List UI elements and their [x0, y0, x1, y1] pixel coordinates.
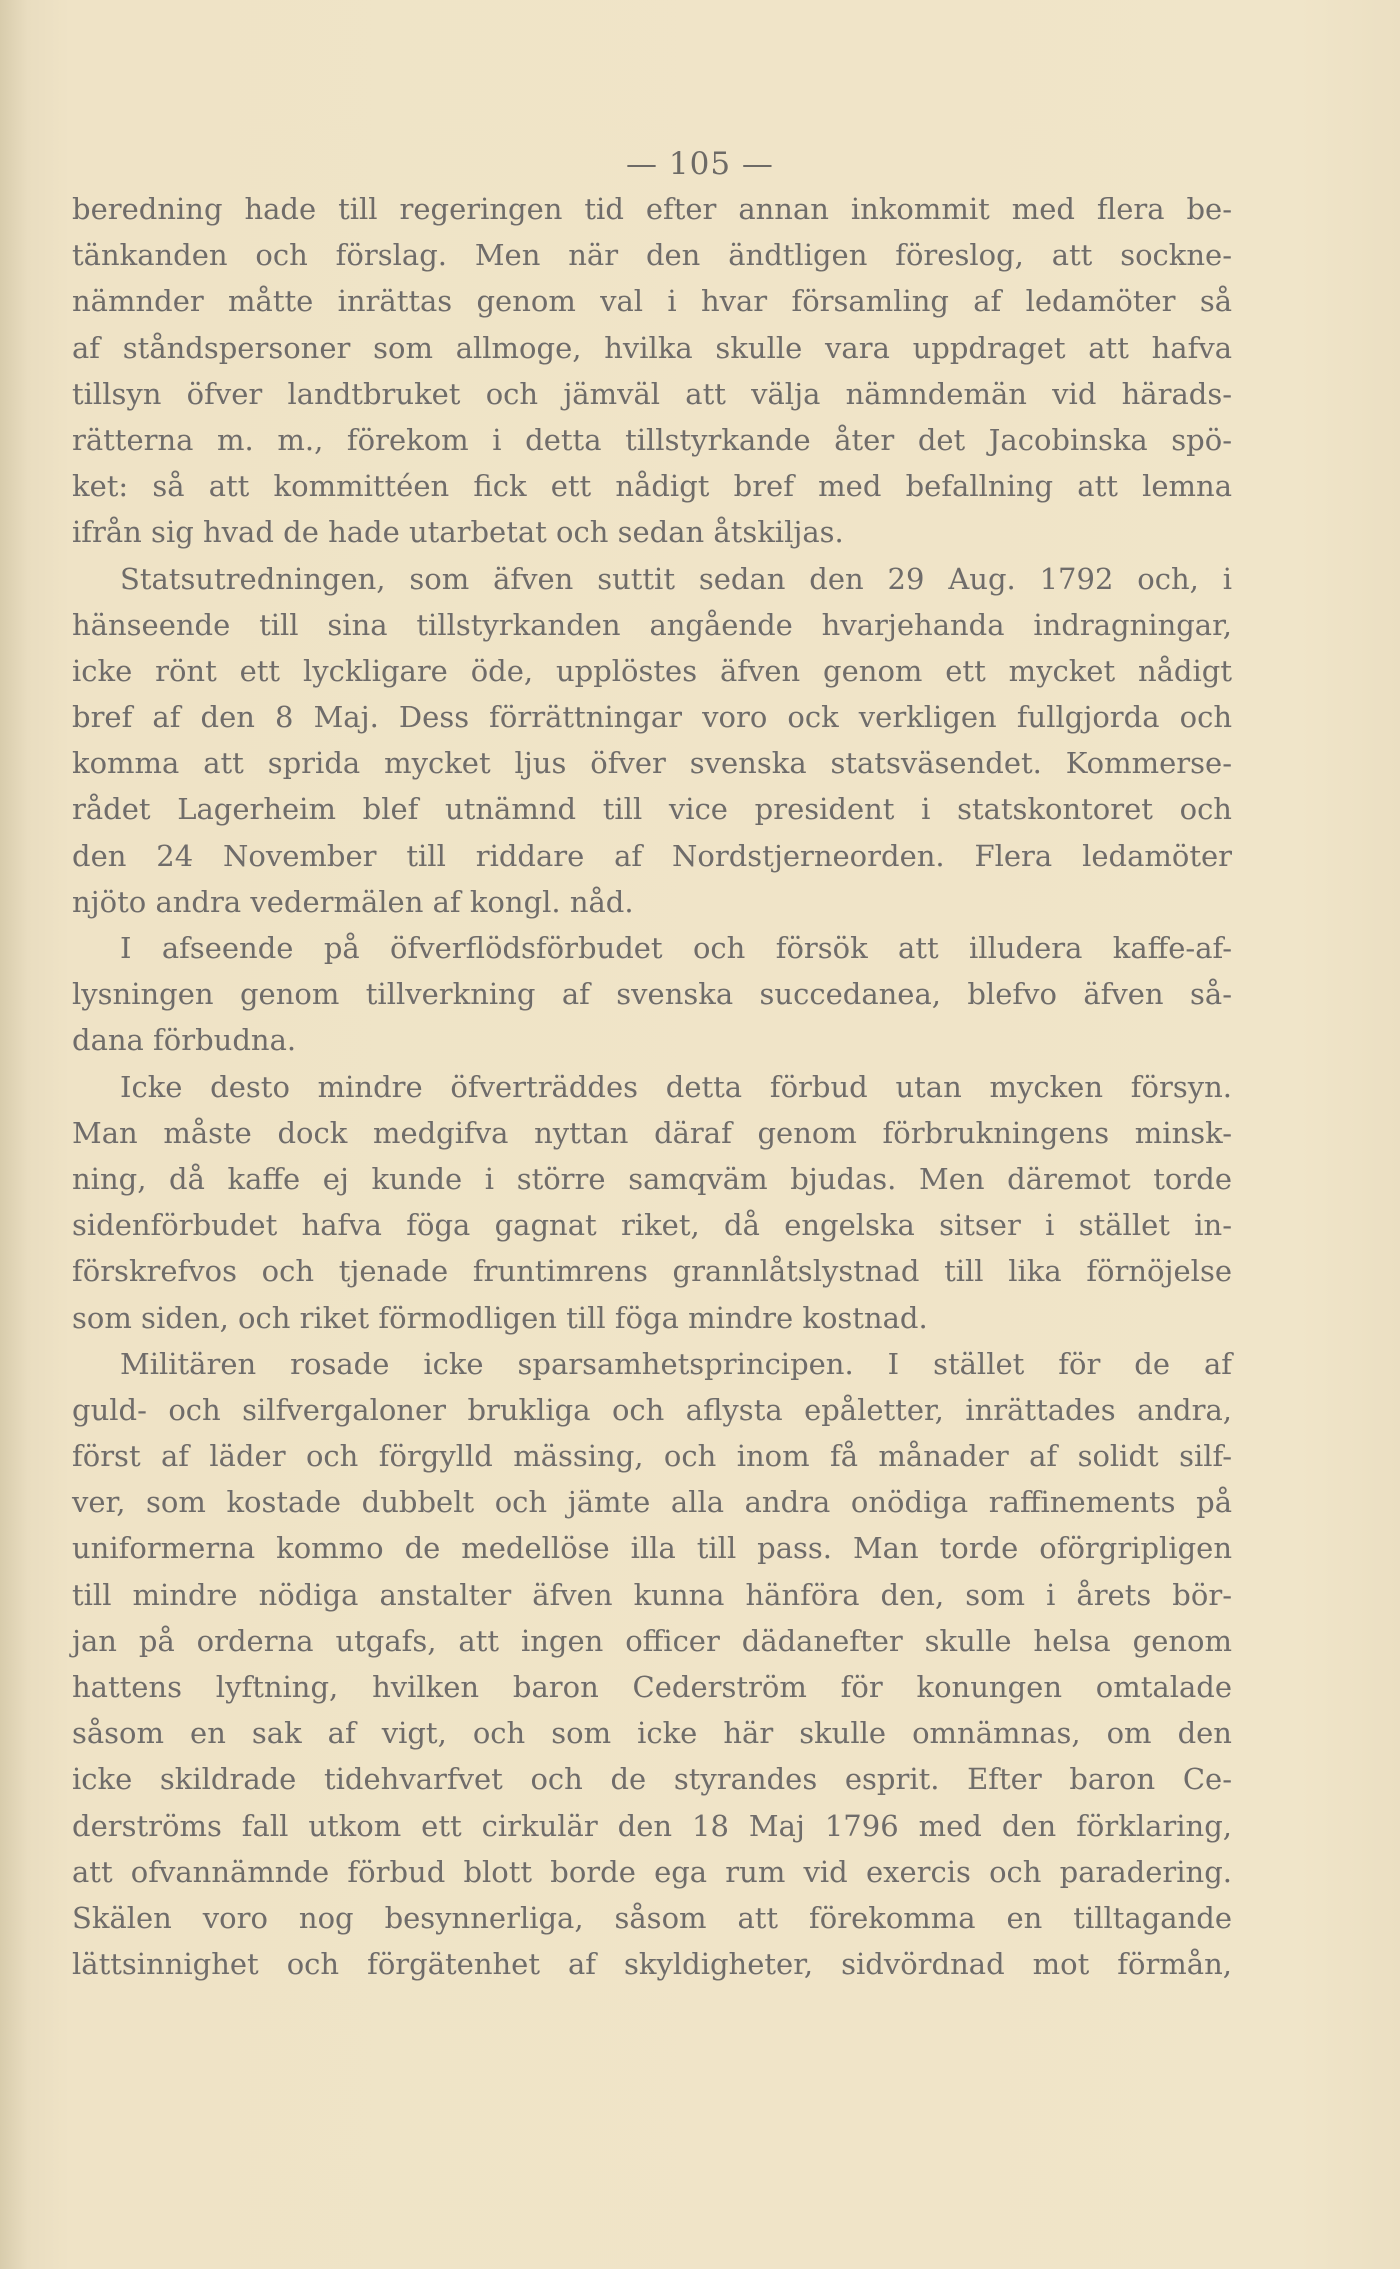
- text-line: af ståndspersoner som allmoge, hvilka skulle vara uppdraget att hafva: [72, 330, 1232, 365]
- text-line: Man måste dock medgifva nyttan däraf genom förbrukningens minsk-: [72, 1115, 1232, 1150]
- text-line: icke rönt ett lyckligare öde, upplöstes äfven genom ett mycket nådigt: [72, 653, 1232, 688]
- text-line: bref af den 8 Maj. Dess förrättningar voro ock verkligen fullgjorda och: [72, 700, 1232, 735]
- paragraph-start-line: Icke desto mindre öfverträddes detta förbud utan mycken försyn.: [120, 1069, 1232, 1104]
- text-line: nämnder måtte inrättas genom val i hvar församling af ledamöter så: [72, 284, 1232, 319]
- text-line: icke skildrade tidehvarfvet och de styrandes esprit. Efter baron Ce-: [72, 1762, 1232, 1797]
- text-line: ket: så att kommittéen fick ett nådigt bref med befallning att lemna: [72, 469, 1232, 504]
- text-line: lättsinnighet och förgätenhet af skyldigheter, sidvördnad mot förmån,: [72, 1947, 1232, 1982]
- paragraph-start-line: I afseende på öfverflödsförbudet och försök att illudera kaffe-af-: [120, 931, 1232, 965]
- text-line: tillsyn öfver landtbruket och jämväl att välja nämndemän vid härads-: [72, 376, 1232, 411]
- text-line: tänkanden och förslag. Men när den ändtligen föreslog, att sockne-: [72, 238, 1232, 273]
- text-line: förskrefvos och tjenade fruntimrens grannlåtslystnad till lika förnöjelse: [72, 1254, 1232, 1289]
- text-line: ning, då kaffe ej kunde i större samqväm bjudas. Men däremot torde: [72, 1161, 1232, 1196]
- text-line: jan på orderna utgafs, att ingen officer dädanefter skulle helsa genom: [72, 1623, 1232, 1658]
- text-line: som siden, och riket förmodligen till föga mindre kostnad.: [72, 1300, 928, 1335]
- text-line: hänseende till sina tillstyrkanden angående hvarjehanda indragningar,: [72, 607, 1232, 642]
- text-line: njöto andra vedermälen af kongl. nåd.: [72, 884, 634, 919]
- text-line: uniformerna kommo de medellöse illa till pass. Man torde oförgripligen: [72, 1531, 1232, 1566]
- body-text: [72, 186, 1232, 1987]
- page-number: — 105 —: [626, 146, 774, 182]
- text-line: guld- och silfvergaloner brukliga och aflysta epåletter, inrättades andra,: [72, 1392, 1232, 1427]
- text-line: till mindre nödiga anstalter äfven kunna hänföra den, som i årets bör-: [72, 1577, 1232, 1612]
- text-line: lysningen genom tillverkning af svenska succedanea, blefvo äfven så-: [72, 977, 1232, 1012]
- paragraph-start-line: Statsutredningen, som äfven suttit sedan den 29 Aug. 1792 och, i: [120, 561, 1232, 596]
- text-line: rätterna m. m., förekom i detta tillstyrkande åter det Jacobinska spö-: [72, 422, 1232, 457]
- text-line: hattens lyftning, hvilken baron Cederström för konungen omtalade: [72, 1670, 1232, 1704]
- text-line: rådet Lagerheim blef utnämnd till vice president i statskontoret och: [72, 792, 1232, 827]
- text-line: ifrån sig hvad de hade utarbetat och sedan åtskiljas.: [72, 515, 844, 550]
- text-line: komma att sprida mycket ljus öfver svenska statsväsendet. Kommerse-: [72, 746, 1232, 781]
- text-line: Skälen voro nog besynnerliga, såsom att förekomma en tilltagande: [72, 1900, 1232, 1935]
- text-line: derströms fall utkom ett cirkulär den 18 Maj 1796 med den förklaring,: [72, 1808, 1232, 1843]
- text-line: att ofvannämnde förbud blott borde ega rum vid exercis och paradering.: [72, 1854, 1232, 1889]
- text-line: ver, som kostade dubbelt och jämte alla andra onödiga raffinements på: [72, 1485, 1232, 1520]
- text-line: dana förbudna.: [72, 1023, 297, 1058]
- text-line: sidenförbudet hafva föga gagnat riket, då engelska sitser i stället in-: [72, 1208, 1232, 1243]
- paragraph-start-line: Militären rosade icke sparsamhetsprincipen. I stället för de af: [120, 1346, 1232, 1381]
- text-line: beredning hade till regeringen tid efter annan inkommit med flera be-: [72, 192, 1232, 226]
- text-line: den 24 November till riddare af Nordstjerneorden. Flera ledamöter: [72, 838, 1232, 873]
- text-line: först af läder och förgylld mässing, och inom få månader af solidt silf-: [72, 1439, 1232, 1474]
- text-line: såsom en sak af vigt, och som icke här skulle omnämnas, om den: [72, 1716, 1232, 1751]
